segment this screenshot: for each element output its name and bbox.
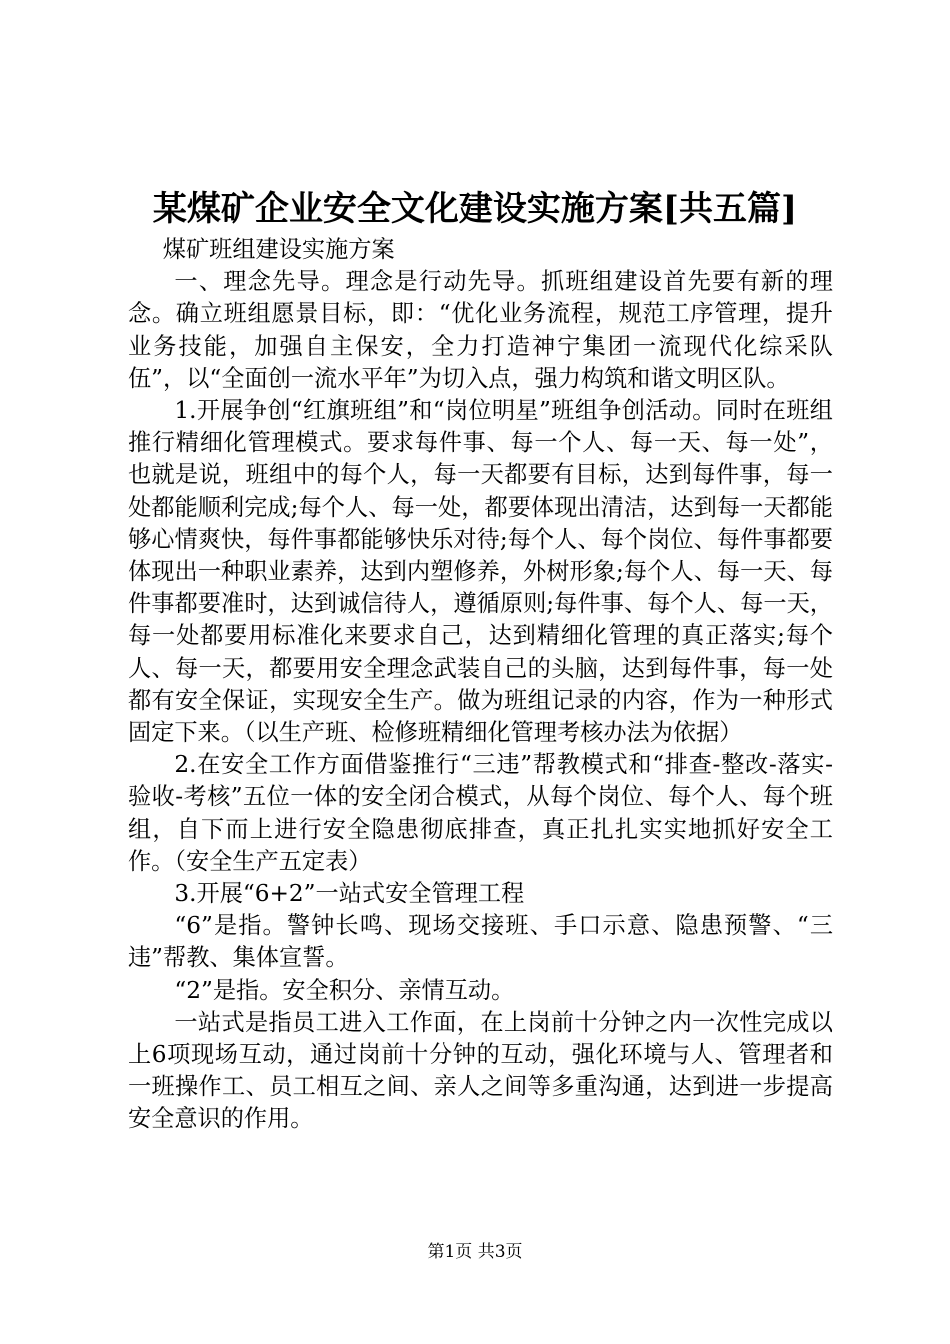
document-title: 某煤矿企业安全文化建设实施方案[共五篇]	[152, 189, 798, 229]
page-footer: 第1页 共3页	[427, 1242, 523, 1262]
paragraph-one-stop: 一站式是指员工进入工作面，在上岗前十分钟之内一次性完成以上6项现场互动，通过岗前十分钟的互动，强化环境与人、管理者和一班操作工、员工相互之间、亲人之间等多重沟通，达到进一步提高安全意识的作用。	[128, 1008, 833, 1133]
paragraph-principle: 一、理念先导。理念是行动先导。抓班组建设首先要有新的理念。确立班组愿景目标，即：“优化业务流程，规范工序管理，提升业务技能，加强自主保安，全力打造神宁集团一流现代化综采队伍”，以“全面创一流水平年”为切入点，强力构筑和谐文明区队。	[128, 268, 833, 392]
section-subtitle: 煤矿班组建设实施方案	[162, 236, 395, 263]
paragraph-two-definition: “2”是指。安全积分、亲情互动。	[174, 976, 515, 1004]
document-body	[128, 234, 833, 1136]
paragraph-item-1: 1.开展争创“红旗班组”和“岗位明星”班组争创活动。同时在班组推行精细化管理模式。要求每件事、每一个人、每一天、每一处”，也就是说，班组中的每个人，每一天都要有目标，达到每件事，每一处都能顺利完成;每个人、每一处，都要体现出清洁，达到每一天都能够心情爽快，每件事都能够快乐对待;每个人、每个岗位、每件事都要体现出一种职业素养，达到内塑修养，外树形象;每个人、每一天、每件事都要准时，达到诚信待人，遵循原则;每件事、每个人、每一天，每一处都要用标准化来要求自己，达到精细化管理的真正落实;每个人、每一天，都要用安全理念武装自己的头脑，达到每件事，每一处都有安全保证，实现安全生产。做为班组记录的内容，作为一种形式固定下来。（以生产班、检修班精细化管理考核办法为依据）	[128, 397, 833, 747]
paragraph-item-2: 2.在安全工作方面借鉴推行“三违”帮教模式和“排查-整改-落实-验收-考核”五位一体的安全闭合模式，从每个岗位、每个人、每个班组，自下而上进行安全隐患彻底排查，真正扎扎实实地抓好安全工作。（安全生产五定表）	[128, 751, 833, 875]
paragraph-item-3: 3.开展“6+2”一站式安全管理工程	[174, 880, 525, 908]
paragraph-six-definition: “6”是指。警钟长鸣、现场交接班、手口示意、隐患预警、“三违”帮教、集体宣誓。	[128, 912, 833, 972]
